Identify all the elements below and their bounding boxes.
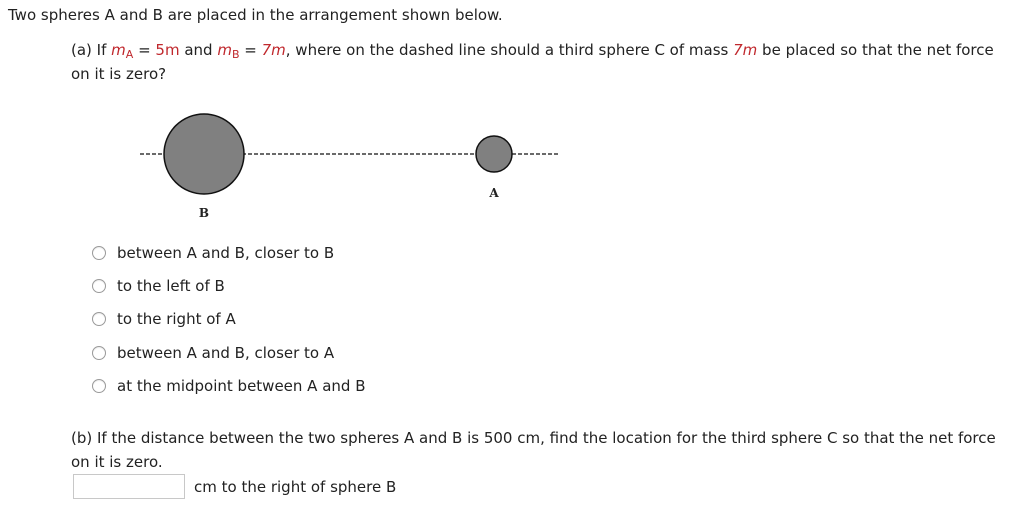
mass-b-expression — [217, 41, 239, 59]
option-row[interactable] — [92, 236, 366, 269]
part-b-answer-row — [73, 474, 396, 499]
option-row[interactable] — [92, 303, 366, 336]
sphere-a — [476, 136, 512, 172]
answer-options — [92, 236, 366, 403]
part-b-prompt: (b) If the distance between the two spheres A and B is 500 cm, find the location for the third sphere C so that the net force on it is zero. — [71, 429, 996, 471]
sphere-b-label: B — [198, 206, 210, 220]
option-label[interactable]: to the right of A — [117, 310, 236, 329]
option-row[interactable] — [92, 336, 366, 369]
mass-a-expression — [111, 41, 133, 59]
option-label[interactable]: to the left of B — [117, 277, 225, 296]
option-row[interactable] — [92, 370, 366, 403]
and-text: and — [179, 41, 218, 59]
part-a-middle: , where on the dashed line should a third sphere C of mass — [285, 41, 734, 59]
mass-b-subscript: B — [231, 48, 240, 61]
mass-c-value: 7m — [733, 41, 758, 59]
option-label[interactable]: between A and B, closer to B — [117, 243, 335, 262]
mass-b-symbol: m — [217, 41, 232, 59]
option-radio[interactable] — [92, 312, 106, 326]
spheres-diagram — [135, 108, 575, 233]
part-a-suffix: be placed so that the net force on it is zero? — [71, 41, 994, 83]
question-intro: Two spheres A and B are placed in the arrangement shown below. — [8, 6, 503, 24]
mass-a-subscript: A — [125, 48, 134, 61]
option-label[interactable]: at the midpoint between A and B — [117, 377, 366, 396]
option-radio[interactable] — [92, 379, 106, 393]
equals-1: = — [133, 41, 156, 59]
sphere-a-label: A — [489, 186, 499, 200]
part-a-prefix: (a) If — [71, 41, 112, 59]
option-radio[interactable] — [92, 246, 106, 260]
mass-b-value: 7m — [261, 41, 286, 59]
distance-answer-input[interactable] — [73, 474, 185, 499]
sphere-b — [164, 114, 244, 194]
answer-unit-label: cm to the right of sphere B — [194, 477, 397, 496]
equals-2: = — [239, 41, 262, 59]
mass-a-symbol: m — [111, 41, 126, 59]
part-a-prompt — [71, 38, 1001, 86]
option-radio[interactable] — [92, 346, 106, 360]
option-label[interactable]: between A and B, closer to A — [117, 343, 335, 362]
mass-a-value: 5m — [155, 41, 180, 59]
option-row[interactable] — [92, 269, 366, 302]
option-radio[interactable] — [92, 279, 106, 293]
